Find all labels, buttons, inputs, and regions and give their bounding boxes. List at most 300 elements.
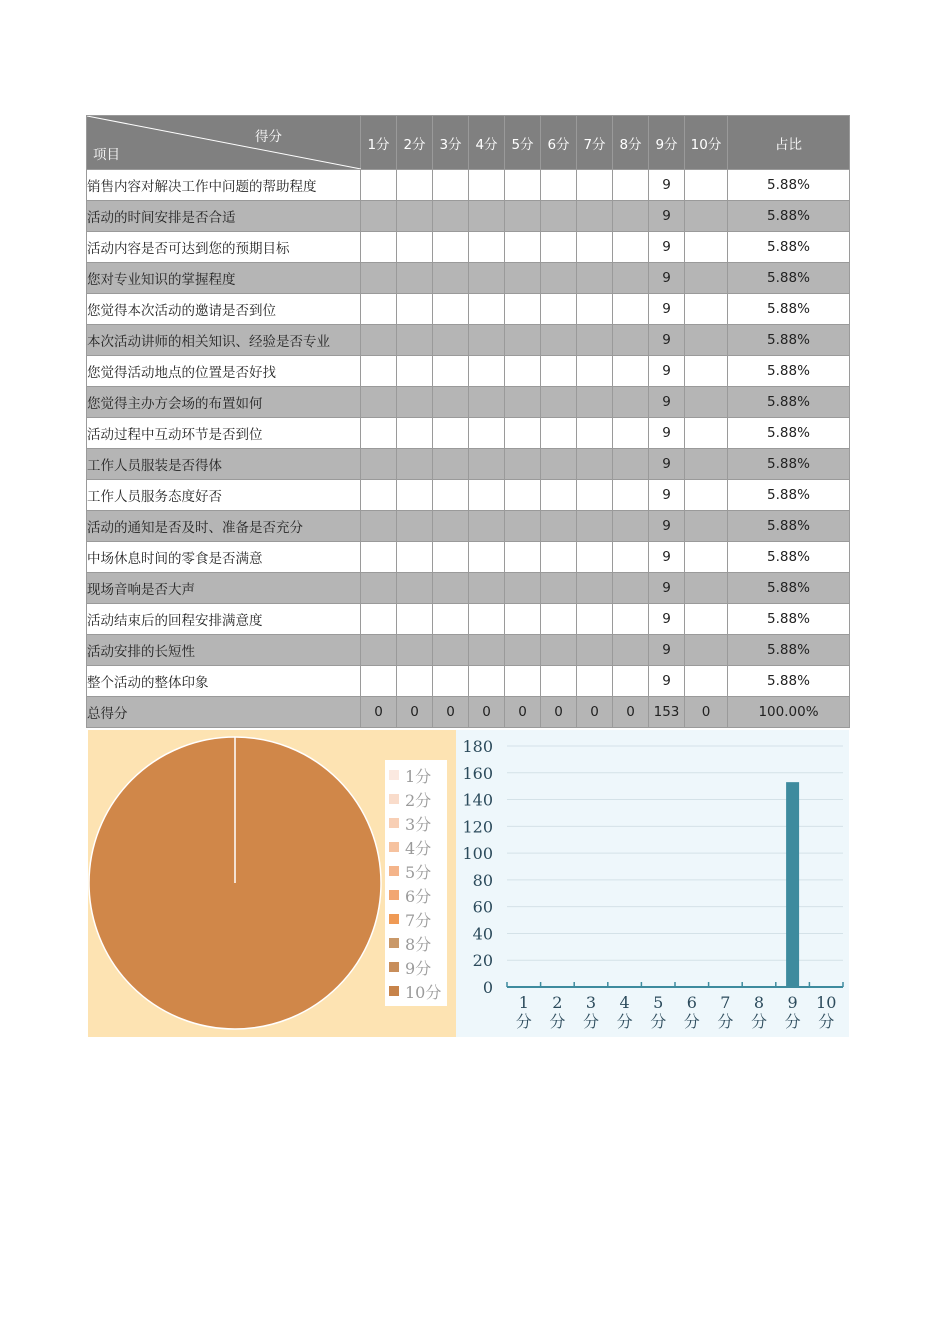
- legend-label: 3分: [405, 814, 432, 834]
- item-cell: 本次活动讲师的相关知识、经验是否专业: [87, 325, 361, 356]
- score-cell: [541, 170, 577, 201]
- item-cell: 您觉得主办方会场的布置如何: [87, 387, 361, 418]
- score-cell: [505, 294, 541, 325]
- score-cell: [397, 542, 433, 573]
- item-cell: 您对专业知识的掌握程度: [87, 263, 361, 294]
- y-tick-label: 0: [482, 978, 493, 997]
- score-cell: [469, 325, 505, 356]
- score-cell: [433, 604, 469, 635]
- score-cell: [577, 325, 613, 356]
- ratio-cell: 5.88%: [728, 635, 850, 666]
- score-cell: [577, 573, 613, 604]
- score-cell: [433, 356, 469, 387]
- score-cell: [361, 573, 397, 604]
- score-cell: [361, 635, 397, 666]
- score-cell: [397, 418, 433, 449]
- score-cell: [397, 387, 433, 418]
- table-row: [87, 573, 850, 604]
- item-cell: 工作人员服装是否得体: [87, 449, 361, 480]
- ratio-cell: 5.88%: [728, 573, 850, 604]
- score-cell: [685, 232, 728, 263]
- score-cell: [505, 325, 541, 356]
- score-cell: 9: [649, 635, 685, 666]
- legend-label: 5分: [405, 862, 432, 882]
- item-header-label: 项目: [93, 147, 120, 163]
- bar-chart-panel: [456, 730, 849, 1037]
- item-cell: 活动的通知是否及时、准备是否充分: [87, 511, 361, 542]
- score-cell: [469, 263, 505, 294]
- ratio-cell: 5.88%: [728, 325, 850, 356]
- score-cell: [361, 201, 397, 232]
- score-cell: [685, 573, 728, 604]
- score-cell: [541, 201, 577, 232]
- legend-swatch: [389, 962, 399, 972]
- x-tick-label: 7 分: [717, 993, 734, 1031]
- x-tick-label: 8 分: [750, 993, 768, 1031]
- x-tick-label: 9 分: [784, 993, 801, 1031]
- score-cell: [577, 356, 613, 387]
- score-cell: [685, 170, 728, 201]
- table-row: [87, 201, 850, 232]
- score-cell: [469, 418, 505, 449]
- score-cell: [613, 170, 649, 201]
- legend-item: [389, 908, 431, 930]
- table-row: [87, 604, 850, 635]
- bar: [786, 782, 799, 987]
- score-cell: [541, 387, 577, 418]
- score-cell: [361, 418, 397, 449]
- score-cell: 9: [649, 542, 685, 573]
- score-cell: [685, 449, 728, 480]
- score-cell: [613, 604, 649, 635]
- table-row: [87, 294, 850, 325]
- score-cell: [505, 387, 541, 418]
- col-header-7: 7分: [577, 116, 613, 170]
- score-cell: [361, 325, 397, 356]
- score-cell: [685, 635, 728, 666]
- ratio-cell: 5.88%: [728, 511, 850, 542]
- score-table: [86, 115, 850, 728]
- col-header-3: 3分: [433, 116, 469, 170]
- legend-label: 9分: [405, 958, 432, 978]
- table-row: [87, 449, 850, 480]
- table-row: [87, 511, 850, 542]
- score-cell: 0: [361, 697, 397, 728]
- score-cell: [685, 511, 728, 542]
- score-cell: [577, 604, 613, 635]
- ratio-cell: 5.88%: [728, 294, 850, 325]
- score-cell: [505, 480, 541, 511]
- legend-label: 7分: [405, 910, 432, 930]
- y-tick-label: 40: [472, 924, 493, 944]
- score-cell: [505, 604, 541, 635]
- table-row: [87, 170, 850, 201]
- item-cell: 您觉得活动地点的位置是否好找: [87, 356, 361, 387]
- score-cell: 9: [649, 356, 685, 387]
- y-tick-label: 60: [472, 897, 493, 917]
- table-row: [87, 666, 850, 697]
- col-header-1: 1分: [361, 116, 397, 170]
- score-cell: [541, 449, 577, 480]
- score-cell: [505, 666, 541, 697]
- score-cell: 9: [649, 573, 685, 604]
- score-cell: [505, 170, 541, 201]
- score-cell: [397, 511, 433, 542]
- score-cell: [577, 511, 613, 542]
- score-cell: [397, 170, 433, 201]
- score-cell: [541, 325, 577, 356]
- score-cell: [397, 356, 433, 387]
- score-cell: 9: [649, 511, 685, 542]
- score-cell: [433, 542, 469, 573]
- item-cell: 总得分: [87, 697, 361, 728]
- item-cell: 您觉得本次活动的邀请是否到位: [87, 294, 361, 325]
- ratio-cell: 5.88%: [728, 418, 850, 449]
- score-cell: [613, 294, 649, 325]
- score-cell: [361, 170, 397, 201]
- score-cell: 9: [649, 170, 685, 201]
- score-cell: [397, 263, 433, 294]
- score-cell: [397, 449, 433, 480]
- y-tick-label: 180: [462, 737, 493, 756]
- score-cell: [685, 666, 728, 697]
- legend-label: 10分: [405, 982, 442, 1002]
- x-tick-label: 3 分: [582, 993, 600, 1031]
- score-cell: 9: [649, 294, 685, 325]
- score-cell: [541, 573, 577, 604]
- score-cell: [685, 201, 728, 232]
- legend-swatch: [389, 842, 399, 852]
- score-cell: [361, 666, 397, 697]
- ratio-cell: 5.88%: [728, 201, 850, 232]
- score-cell: [433, 449, 469, 480]
- score-cell: 9: [649, 263, 685, 294]
- col-header-2: 2分: [397, 116, 433, 170]
- score-cell: [397, 294, 433, 325]
- score-cell: 0: [577, 697, 613, 728]
- score-cell: 0: [505, 697, 541, 728]
- score-cell: [433, 573, 469, 604]
- score-cell: [433, 387, 469, 418]
- ratio-cell: 5.88%: [728, 232, 850, 263]
- score-cell: [577, 170, 613, 201]
- col-header-5: 5分: [505, 116, 541, 170]
- header-row: [87, 116, 850, 170]
- score-cell: [613, 449, 649, 480]
- legend-item: [389, 932, 431, 954]
- score-cell: [505, 511, 541, 542]
- x-tick-label: 6 分: [683, 993, 700, 1031]
- col-header-10: 10分: [685, 116, 728, 170]
- item-cell: 活动过程中互动环节是否到位: [87, 418, 361, 449]
- score-cell: [613, 232, 649, 263]
- ratio-cell: 5.88%: [728, 170, 850, 201]
- legend-swatch: [389, 914, 399, 924]
- legend-item: [389, 788, 431, 810]
- charts-area: [88, 730, 849, 1037]
- score-cell: [685, 325, 728, 356]
- score-cell: [613, 263, 649, 294]
- legend-item: [389, 764, 431, 786]
- score-cell: [505, 635, 541, 666]
- legend-swatch: [389, 890, 399, 900]
- score-cell: 9: [649, 387, 685, 418]
- table-row: [87, 418, 850, 449]
- score-cell: [433, 294, 469, 325]
- score-cell: [541, 604, 577, 635]
- score-cell: 153: [649, 697, 685, 728]
- ratio-cell: 100.00%: [728, 697, 850, 728]
- score-cell: [613, 480, 649, 511]
- score-cell: [577, 542, 613, 573]
- score-cell: [469, 449, 505, 480]
- score-cell: [433, 480, 469, 511]
- legend-swatch: [389, 938, 399, 948]
- score-cell: [577, 635, 613, 666]
- score-cell: [469, 666, 505, 697]
- score-cell: [613, 387, 649, 418]
- x-tick-label: 4 分: [616, 993, 633, 1031]
- item-cell: 活动安排的长短性: [87, 635, 361, 666]
- score-cell: [613, 511, 649, 542]
- score-cell: [541, 542, 577, 573]
- legend-swatch: [389, 818, 399, 828]
- score-cell: [541, 635, 577, 666]
- score-cell: [577, 449, 613, 480]
- score-header-label: 得分: [255, 129, 282, 145]
- y-tick-label: 20: [472, 951, 493, 971]
- table-row: [87, 232, 850, 263]
- score-cell: [577, 387, 613, 418]
- score-cell: [469, 542, 505, 573]
- score-cell: [469, 573, 505, 604]
- pie-legend: [385, 760, 447, 1006]
- score-cell: [361, 232, 397, 263]
- y-tick-label: 120: [462, 817, 493, 837]
- score-cell: [469, 511, 505, 542]
- score-cell: [433, 263, 469, 294]
- table-row: [87, 480, 850, 511]
- score-cell: [505, 263, 541, 294]
- legend-item: [389, 812, 431, 834]
- score-cell: [361, 604, 397, 635]
- score-cell: [613, 666, 649, 697]
- item-cell: 销售内容对解决工作中问题的帮助程度: [87, 170, 361, 201]
- ratio-cell: 5.88%: [728, 480, 850, 511]
- score-cell: [541, 232, 577, 263]
- score-cell: [433, 170, 469, 201]
- score-cell: 9: [649, 449, 685, 480]
- score-cell: 9: [649, 604, 685, 635]
- legend-item: [389, 860, 431, 882]
- ratio-cell: 5.88%: [728, 387, 850, 418]
- score-cell: [613, 542, 649, 573]
- score-cell: [613, 325, 649, 356]
- score-cell: [541, 666, 577, 697]
- score-cell: [541, 418, 577, 449]
- score-cell: [577, 666, 613, 697]
- score-cell: [505, 232, 541, 263]
- score-cell: 9: [649, 480, 685, 511]
- score-cell: [397, 573, 433, 604]
- table-row: [87, 356, 850, 387]
- score-cell: [469, 635, 505, 666]
- score-cell: [361, 387, 397, 418]
- score-cell: 0: [613, 697, 649, 728]
- legend-swatch: [389, 986, 399, 996]
- score-cell: [505, 542, 541, 573]
- score-cell: [505, 449, 541, 480]
- y-tick-label: 160: [462, 763, 493, 783]
- score-cell: [685, 356, 728, 387]
- score-cell: [433, 232, 469, 263]
- x-tick-label: 2 分: [549, 993, 566, 1031]
- score-cell: [613, 201, 649, 232]
- score-cell: 0: [433, 697, 469, 728]
- score-cell: [361, 449, 397, 480]
- col-header-9: 9分: [649, 116, 685, 170]
- score-cell: 0: [469, 697, 505, 728]
- score-cell: [469, 232, 505, 263]
- score-cell: [361, 263, 397, 294]
- table-row: [87, 325, 850, 356]
- score-cell: [397, 666, 433, 697]
- score-cell: [469, 294, 505, 325]
- legend-item: [389, 884, 431, 906]
- score-cell: 9: [649, 201, 685, 232]
- score-cell: [505, 356, 541, 387]
- legend-swatch: [389, 866, 399, 876]
- score-cell: [361, 542, 397, 573]
- score-cell: [613, 573, 649, 604]
- item-cell: 现场音响是否大声: [87, 573, 361, 604]
- score-cell: [505, 201, 541, 232]
- score-cell: [433, 201, 469, 232]
- score-cell: [505, 418, 541, 449]
- x-tick-label: 10 分: [816, 993, 837, 1031]
- legend-label: 4分: [405, 838, 432, 858]
- score-cell: [613, 635, 649, 666]
- score-cell: [361, 356, 397, 387]
- ratio-cell: 5.88%: [728, 356, 850, 387]
- pie-chart-panel: [88, 730, 456, 1037]
- score-cell: [469, 356, 505, 387]
- score-cell: [541, 511, 577, 542]
- score-cell: [361, 480, 397, 511]
- legend-label: 2分: [405, 790, 432, 810]
- ratio-header: 占比: [728, 116, 850, 170]
- score-cell: [685, 387, 728, 418]
- score-cell: [685, 480, 728, 511]
- score-cell: [433, 511, 469, 542]
- score-cell: [613, 356, 649, 387]
- legend-label: 6分: [405, 886, 432, 906]
- score-cell: [361, 294, 397, 325]
- item-cell: 活动结束后的回程安排满意度: [87, 604, 361, 635]
- score-cell: [469, 170, 505, 201]
- score-cell: 0: [541, 697, 577, 728]
- score-cell: 9: [649, 666, 685, 697]
- score-cell: [469, 387, 505, 418]
- score-cell: [397, 604, 433, 635]
- score-cell: [541, 263, 577, 294]
- col-header-4: 4分: [469, 116, 505, 170]
- table-body: [87, 170, 850, 728]
- item-cell: 活动的时间安排是否合适: [87, 201, 361, 232]
- table-row: [87, 635, 850, 666]
- score-sheet: [86, 115, 849, 728]
- score-cell: 0: [685, 697, 728, 728]
- item-cell: 整个活动的整体印象: [87, 666, 361, 697]
- score-cell: [433, 666, 469, 697]
- y-tick-label: 80: [472, 870, 493, 890]
- score-cell: [577, 201, 613, 232]
- score-cell: [397, 232, 433, 263]
- legend-label: 8分: [405, 934, 432, 954]
- y-tick-label: 140: [462, 790, 493, 810]
- score-cell: [433, 325, 469, 356]
- score-cell: [469, 201, 505, 232]
- col-header-8: 8分: [613, 116, 649, 170]
- score-cell: [577, 294, 613, 325]
- score-cell: 9: [649, 325, 685, 356]
- score-cell: [577, 480, 613, 511]
- score-cell: [541, 480, 577, 511]
- ratio-cell: 5.88%: [728, 604, 850, 635]
- table-row: [87, 542, 850, 573]
- score-cell: [469, 604, 505, 635]
- score-cell: [541, 294, 577, 325]
- score-cell: [397, 480, 433, 511]
- score-cell: [685, 263, 728, 294]
- total-row: [87, 697, 850, 728]
- score-cell: [397, 325, 433, 356]
- diagonal-divider: [87, 116, 361, 169]
- score-cell: [613, 418, 649, 449]
- ratio-cell: 5.88%: [728, 263, 850, 294]
- legend-swatch: [389, 794, 399, 804]
- score-cell: [397, 201, 433, 232]
- col-header-6: 6分: [541, 116, 577, 170]
- score-cell: [397, 635, 433, 666]
- score-cell: [541, 356, 577, 387]
- y-tick-label: 100: [462, 844, 493, 864]
- table-row: [87, 387, 850, 418]
- score-cell: 9: [649, 232, 685, 263]
- score-cell: [577, 418, 613, 449]
- ratio-cell: 5.88%: [728, 666, 850, 697]
- ratio-cell: 5.88%: [728, 542, 850, 573]
- x-tick-label: 5 分: [650, 993, 667, 1031]
- table-row: [87, 263, 850, 294]
- score-cell: [685, 604, 728, 635]
- x-tick-label: 1 分: [515, 993, 532, 1031]
- ratio-cell: 5.88%: [728, 449, 850, 480]
- legend-item: [389, 956, 431, 978]
- score-cell: 9: [649, 418, 685, 449]
- bar-chart: [456, 730, 849, 1037]
- item-cell: 工作人员服务态度好否: [87, 480, 361, 511]
- score-cell: [505, 573, 541, 604]
- legend-swatch: [389, 770, 399, 780]
- score-cell: [577, 263, 613, 294]
- legend-item: [389, 980, 441, 1002]
- score-cell: [361, 511, 397, 542]
- score-cell: [685, 294, 728, 325]
- score-cell: [469, 480, 505, 511]
- score-cell: [577, 232, 613, 263]
- score-cell: [433, 418, 469, 449]
